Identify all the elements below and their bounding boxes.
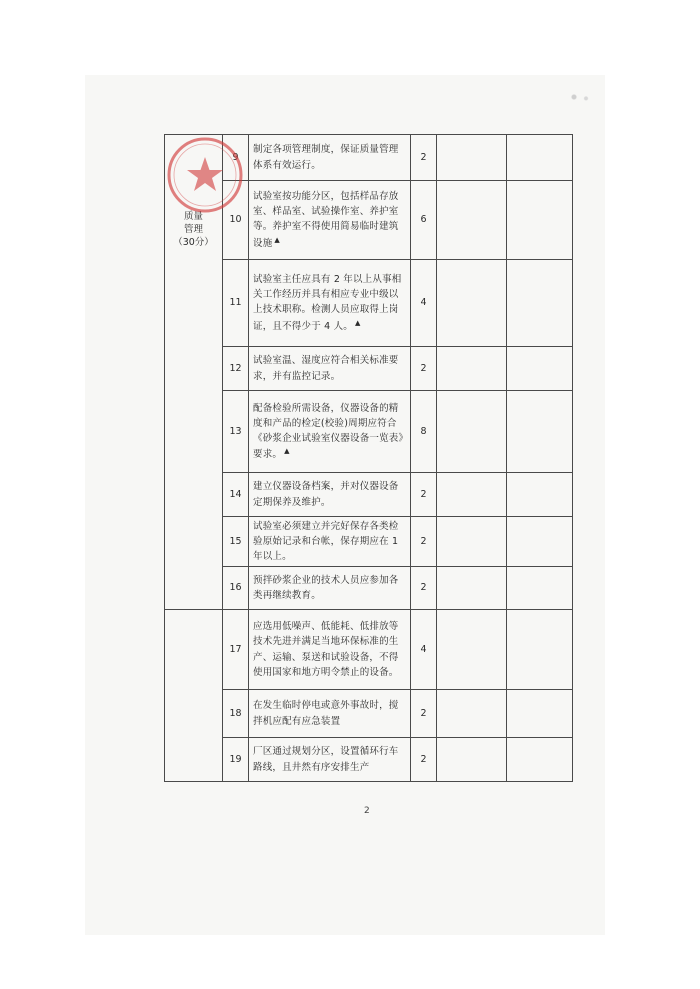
- table-row: [165, 347, 573, 391]
- row-score: 6: [411, 181, 437, 260]
- blank-cell: [437, 135, 507, 181]
- blank-cell: [437, 347, 507, 391]
- row-number: 19: [223, 738, 249, 782]
- requirement-text: 试验室主任应具有 2 年以上从事相关工作经历并具有相应专业中级以上技术职称。检测人员应取得上岗证，且不得少于 4 人。 ▲: [249, 260, 411, 347]
- blank-cell: [437, 260, 507, 347]
- blank-cell: [507, 260, 573, 347]
- table-row: [165, 473, 573, 517]
- row-number: 9: [223, 135, 249, 181]
- requirement-text: 应选用低噪声、低能耗、低排放等技术先进并满足当地环保标准的生产、运输、泵送和试验设备，不得使用国家和地方明令禁止的设备。: [249, 610, 411, 690]
- row-number: 14: [223, 473, 249, 517]
- table-row: [165, 260, 573, 347]
- blank-cell: [437, 738, 507, 782]
- category-cell: [165, 135, 223, 610]
- row-number: 13: [223, 391, 249, 473]
- row-score: 4: [411, 260, 437, 347]
- requirement-text: 建立仪器设备档案，并对仪器设备定期保养及维护。: [249, 473, 411, 517]
- requirement-text: 在发生临时停电或意外事故时，搅拌机应配有应急装置: [249, 690, 411, 738]
- table-row: [165, 690, 573, 738]
- blank-cell: [437, 181, 507, 260]
- requirement-text: 试验室必须建立并完好保存各类检验原始记录和台帐，保存期应在 1 年以上。: [249, 517, 411, 567]
- blank-cell: [507, 135, 573, 181]
- row-score: 2: [411, 347, 437, 391]
- page-number: 2: [364, 806, 370, 816]
- table-row: [165, 517, 573, 567]
- requirement-text: 试验室按功能分区，包括样品存放室、样品室、试验操作室、养护室等。养护室不得使用简易临时建筑设施 ▲: [249, 181, 411, 260]
- blank-cell: [507, 690, 573, 738]
- requirement-text: 试验室温、湿度应符合相关标准要求，并有监控记录。: [249, 347, 411, 391]
- scan-speckle: [565, 90, 595, 104]
- requirement-text: 配备检验所需设备，仪器设备的精度和产品的检定(校验)周期应符合《砂浆企业试验室仪器设备一览表》要求。 ▲: [249, 391, 411, 473]
- row-score: 2: [411, 738, 437, 782]
- row-score: 4: [411, 610, 437, 690]
- requirement-text: 预拌砂浆企业的技术人员应参加各类再继续教育。: [249, 567, 411, 610]
- table-row: [165, 135, 573, 181]
- row-number: 17: [223, 610, 249, 690]
- row-score: 2: [411, 517, 437, 567]
- row-number: 18: [223, 690, 249, 738]
- table-row: [165, 391, 573, 473]
- blank-cell: [437, 517, 507, 567]
- blank-cell: [437, 610, 507, 690]
- requirement-text: 厂区通过规划分区，设置循环行车路线，且井然有序安排生产: [249, 738, 411, 782]
- blank-cell: [507, 517, 573, 567]
- blank-cell: [507, 610, 573, 690]
- blank-cell: [507, 181, 573, 260]
- table-row: [165, 567, 573, 610]
- row-score: 8: [411, 391, 437, 473]
- table-row: [165, 738, 573, 782]
- row-score: 2: [411, 135, 437, 181]
- row-number: 12: [223, 347, 249, 391]
- row-number: 10: [223, 181, 249, 260]
- scoring-table: [164, 134, 573, 782]
- blank-cell: [437, 473, 507, 517]
- row-number: 16: [223, 567, 249, 610]
- blank-cell: [437, 391, 507, 473]
- table-row: [165, 181, 573, 260]
- blank-cell: [507, 347, 573, 391]
- row-number: 11: [223, 260, 249, 347]
- blank-cell: [507, 391, 573, 473]
- blank-cell: [437, 567, 507, 610]
- blank-cell: [507, 738, 573, 782]
- row-score: 2: [411, 690, 437, 738]
- blank-cell: [507, 473, 573, 517]
- table-row: [165, 610, 573, 690]
- blank-cell: [507, 567, 573, 610]
- key-item-marker: ▲: [274, 235, 280, 244]
- category-label: 质量 管理 （30分）: [173, 211, 214, 248]
- row-number: 15: [223, 517, 249, 567]
- blank-cell: [437, 690, 507, 738]
- row-score: 2: [411, 473, 437, 517]
- category-cell-blank: [165, 610, 223, 782]
- requirement-text: 制定各项管理制度，保证质量管理体系有效运行。: [249, 135, 411, 181]
- key-item-marker: ▲: [354, 318, 361, 327]
- row-score: 2: [411, 567, 437, 610]
- key-item-marker: ▲: [284, 447, 290, 456]
